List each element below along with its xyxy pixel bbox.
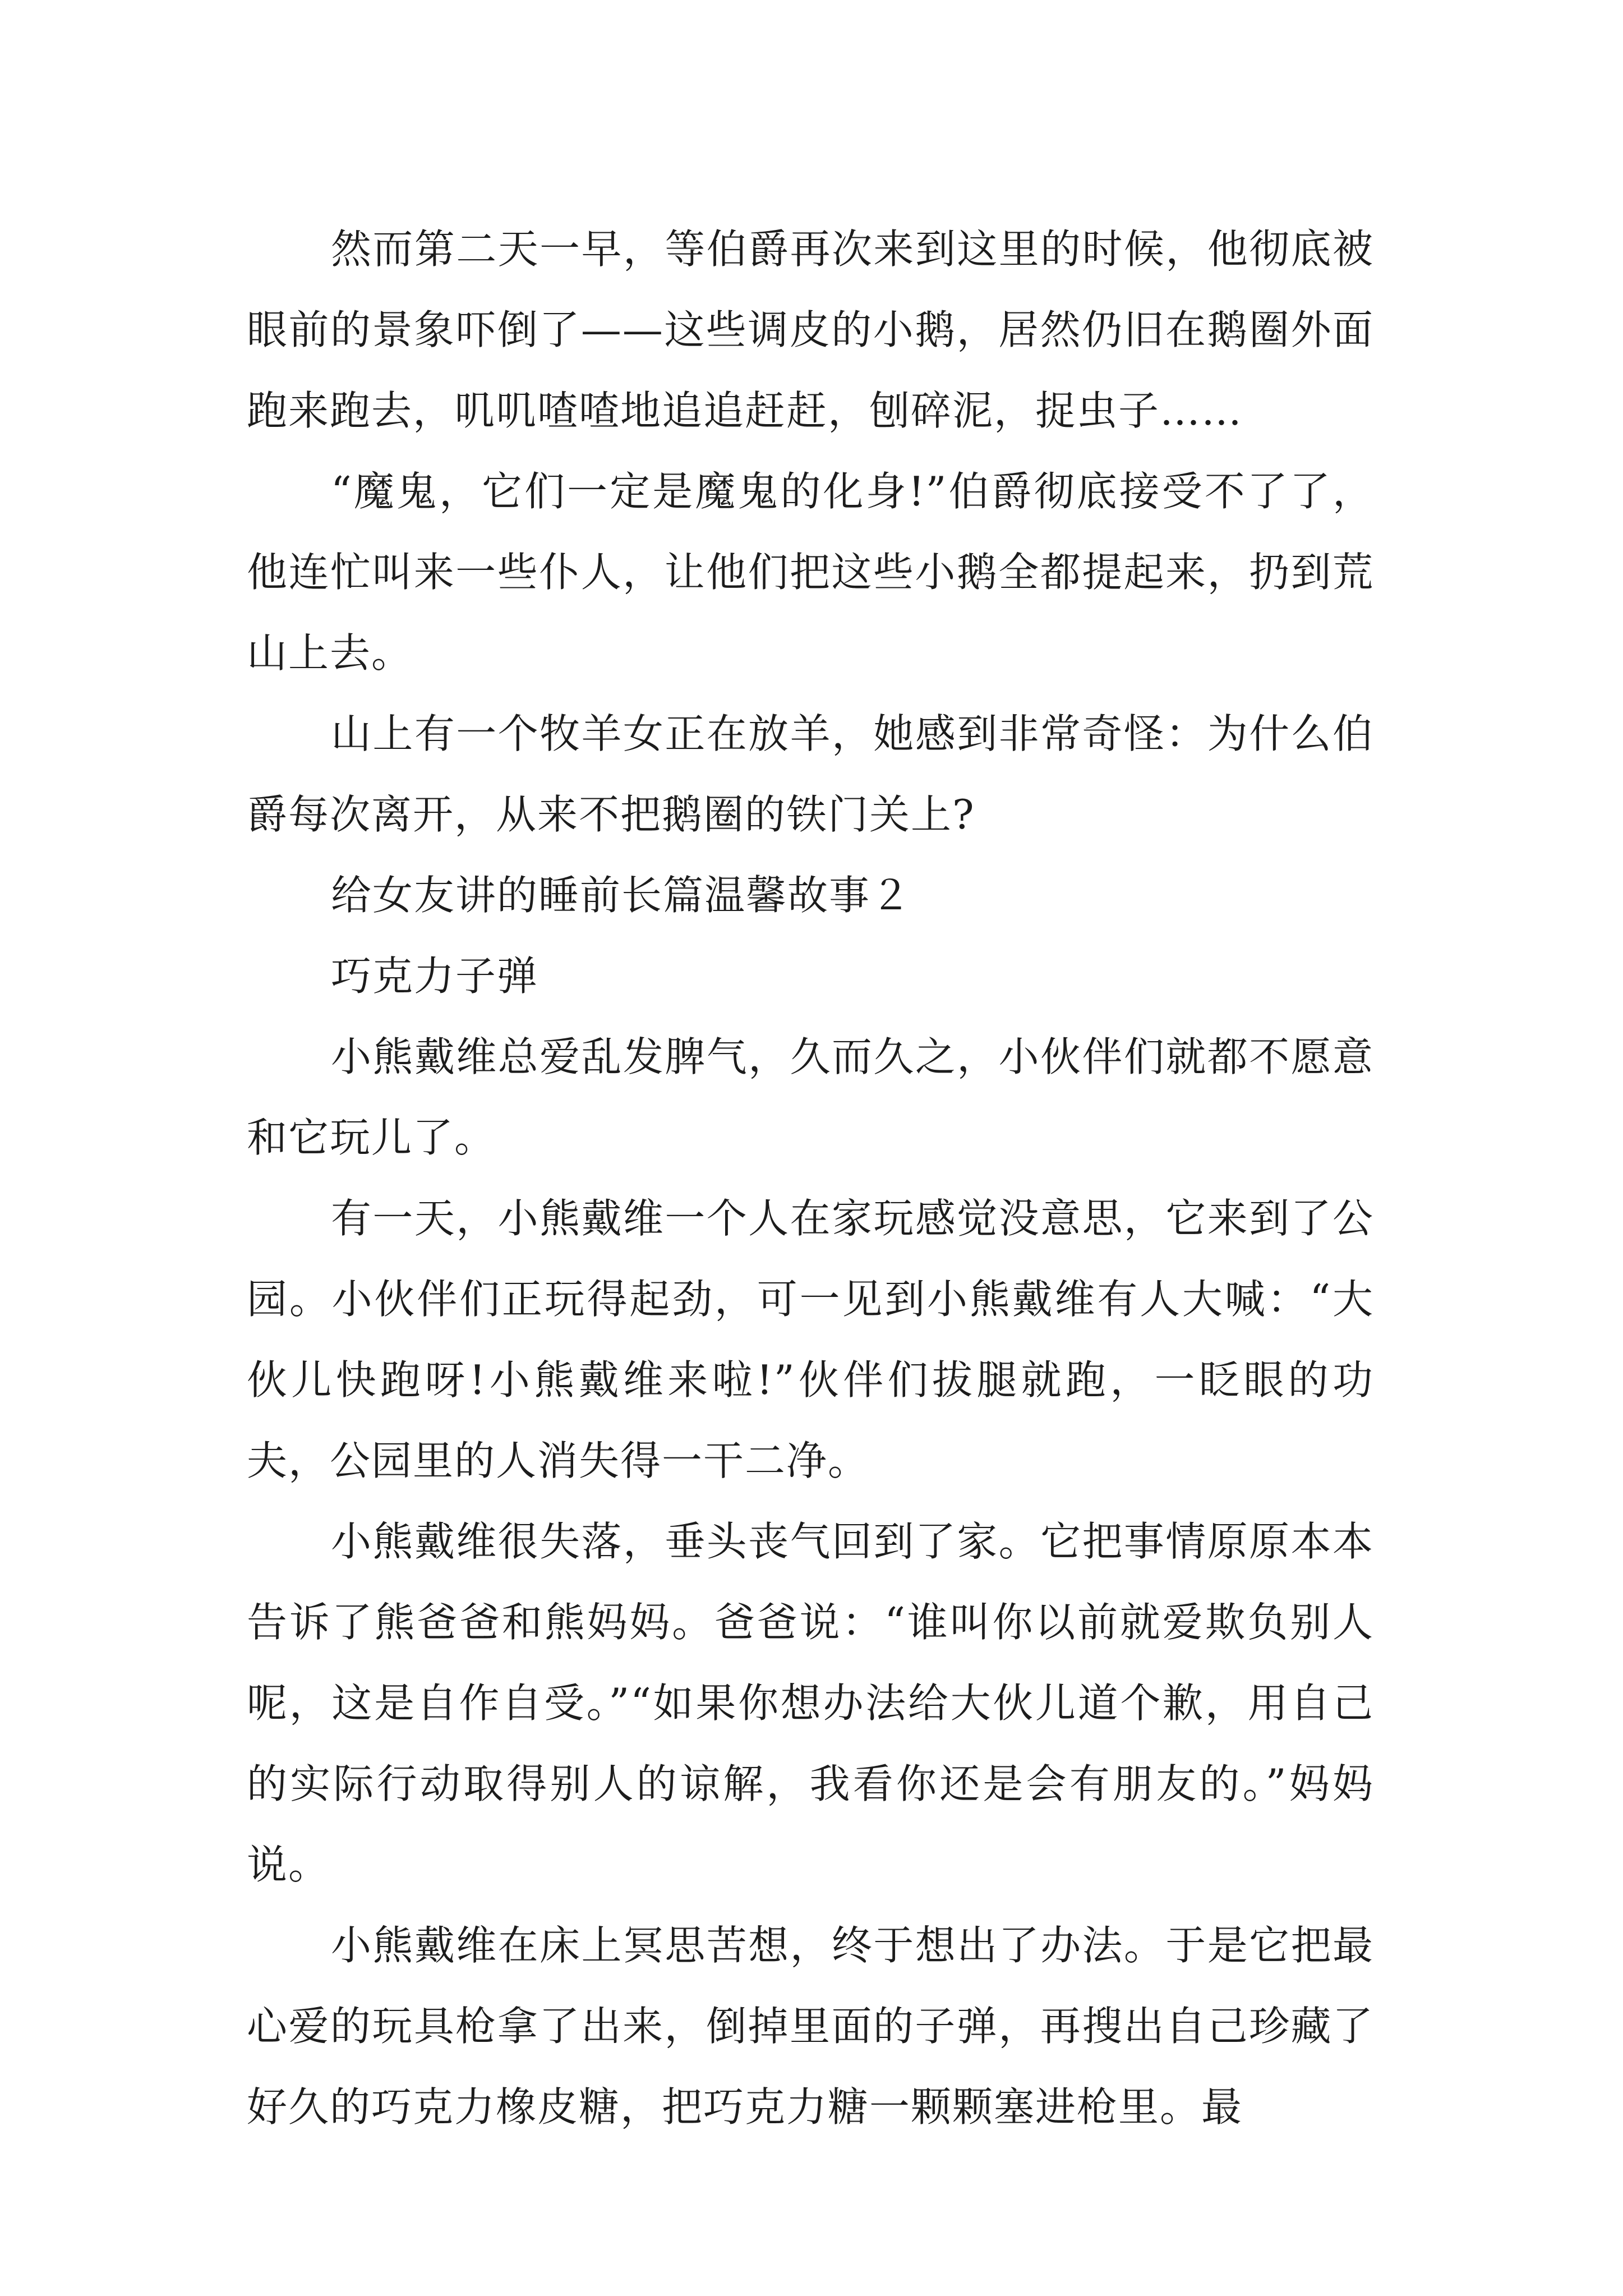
paragraph-9: 小熊戴维在床上冥思苦想，终于想出了办法。于是它把最心爱的玩具枪拿了出来，倒掉里面的子弹，再搜出自己珍藏了好久的巧克力橡皮糖，把巧克力糖一颗颗塞进枪里。最 (247, 1922, 1374, 2131)
paragraph-8: 小熊戴维很失落，垂头丧气回到了家。它把事情原原本本告诉了熊爸爸和熊妈妈。爸爸说：“谁叫你以前就爱欺负别人呢，这是自作自受。”“如果你想办法给大伙儿道个歉，用自己的实际行动取得别人的谅解，我看你还是会有朋友的。”妈妈说。 (247, 1518, 1374, 1888)
paragraph-2: “魔鬼，它们一定是魔鬼的化身!”伯爵彻底接受不了了，他连忙叫来一些仆人，让他们把这些小鹅全都提起来，扔到荒山上去。 (247, 468, 1374, 677)
paragraph-7: 有一天，小熊戴维一个人在家玩感觉没意思，它来到了公园。小伙伴们正玩得起劲，可一见到小熊戴维有人大喊：“大伙儿快跑呀!小熊戴维来啦!”伙伴们拔腿就跑，一眨眼的功夫，公园里的人消失得一干二净。 (247, 1195, 1374, 1484)
story-title: 巧克力子弹 (331, 953, 539, 1000)
paragraph-1: 然而第二天一早，等伯爵再次来到这里的时候，他彻底被眼前的景象吓倒了——这些调皮的小鹅，居然仍旧在鹅圈外面跑来跑去，叽叽喳喳地追追赶赶，刨碎泥，捉虫子…… (247, 226, 1374, 434)
document-body (247, 209, 1374, 2147)
paragraph-6: 小熊戴维总爱乱发脾气，久而久之，小伙伴们就都不愿意和它玩儿了。 (247, 1033, 1374, 1161)
story-heading: 给女友讲的睡前长篇温馨故事２ (331, 872, 912, 919)
paragraph-3: 山上有一个牧羊女正在放羊，她感到非常奇怪：为什么伯爵每次离开，从来不把鹅圈的铁门关上? (247, 710, 1374, 838)
